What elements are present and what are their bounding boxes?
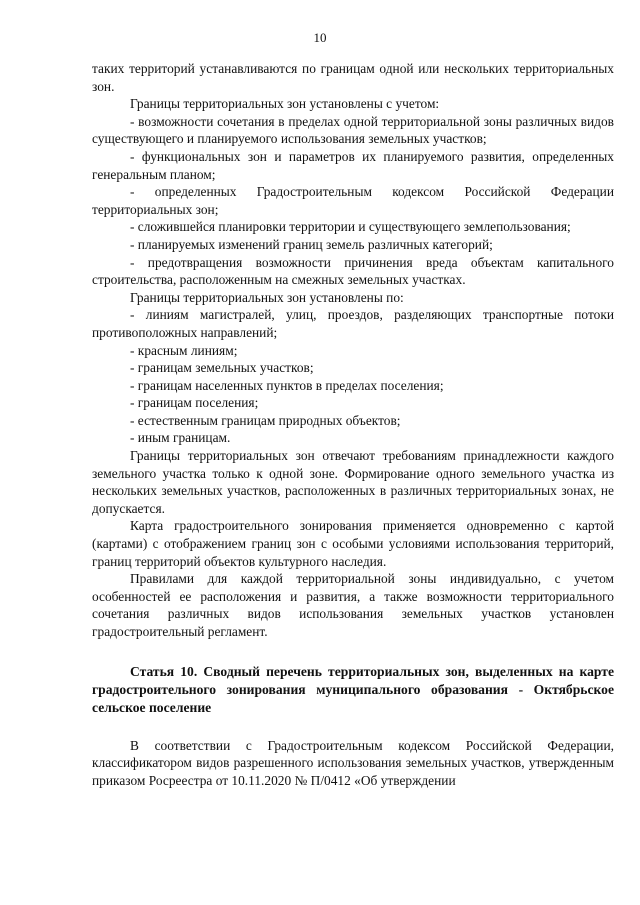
paragraph-article-intro: В соответствии с Градостроительным кодексом Российской Федерации, классификатором видов разрешенного использования земельных участков, утвержденным приказом Росреестра от 10.11.2020 № П/0412 «Об утверждении <box>92 737 614 788</box>
paragraph-zone-boundaries-by: Границы территориальных зон установлены по: <box>130 289 404 305</box>
list-item: - красным линиям; <box>130 342 238 358</box>
list-item: - планируемых изменений границ земель различных категорий; <box>130 236 493 252</box>
paragraph-regulations: Правилами для каждой территориальной зоны индивидуально, с учетом особенностей ее расположения и развития, а также возможности территориального сочетания различных видов использования земельных участков установлен градостроительный регламент. <box>92 571 614 639</box>
list-item: - предотвращения возможности причинения вреда объектам капитального строительства, расположенным на смежных земельных участках. <box>92 254 614 288</box>
paragraph-requirements: Границы территориальных зон отвечают требованиям принадлежности каждого земельного участка только к одной зоне. Формирование одного земельного участка из нескольких земельных участков, расположенных в различных территориальных зонах, не допускается. <box>92 448 614 516</box>
paragraph-continuation: таких территорий устанавливаются по границам одной или нескольких территориальных зон. <box>92 61 614 94</box>
list-item: - линиям магистралей, улиц, проездов, разделяющих транспортные потоки противоположных направлений; <box>92 307 614 340</box>
list-item: - границам земельных участков; <box>130 360 314 376</box>
list-item: - сложившейся планировки территории и существующего землепользования; <box>130 219 571 235</box>
paragraph-zone-boundaries-basis: Границы территориальных зон установлены с учетом: <box>130 96 440 112</box>
list-item: - возможности сочетания в пределах одной территориальной зоны различных видов существующего и планируемого использования земельных участков; <box>92 113 614 147</box>
list-item: - иным границам. <box>130 430 231 446</box>
page-number: 10 <box>313 30 327 45</box>
article-heading: Статья 10. Сводный перечень территориальных зон, выделенных на карте градостроительного зонирования муниципального образования - Октябрьское сельское поселение <box>92 663 614 715</box>
list-item: - границам населенных пунктов в пределах поселения; <box>130 377 444 393</box>
list-item: - определенных Градостроительным кодексом Российской Федерации территориальных зон; <box>92 184 614 217</box>
list-item: - естественным границам природных объектов; <box>130 412 401 428</box>
paragraph-zoning-map: Карта градостроительного зонирования применяется одновременно с картой (картами) с отображением границ зон с особыми условиями использования территорий, границ территорий объектов культурного наследия. <box>92 518 614 569</box>
list-item: - границам поселения; <box>130 395 259 411</box>
list-item: - функциональных зон и параметров их планируемого развития, определенных генеральным планом; <box>92 148 614 182</box>
document-body <box>92 60 614 789</box>
